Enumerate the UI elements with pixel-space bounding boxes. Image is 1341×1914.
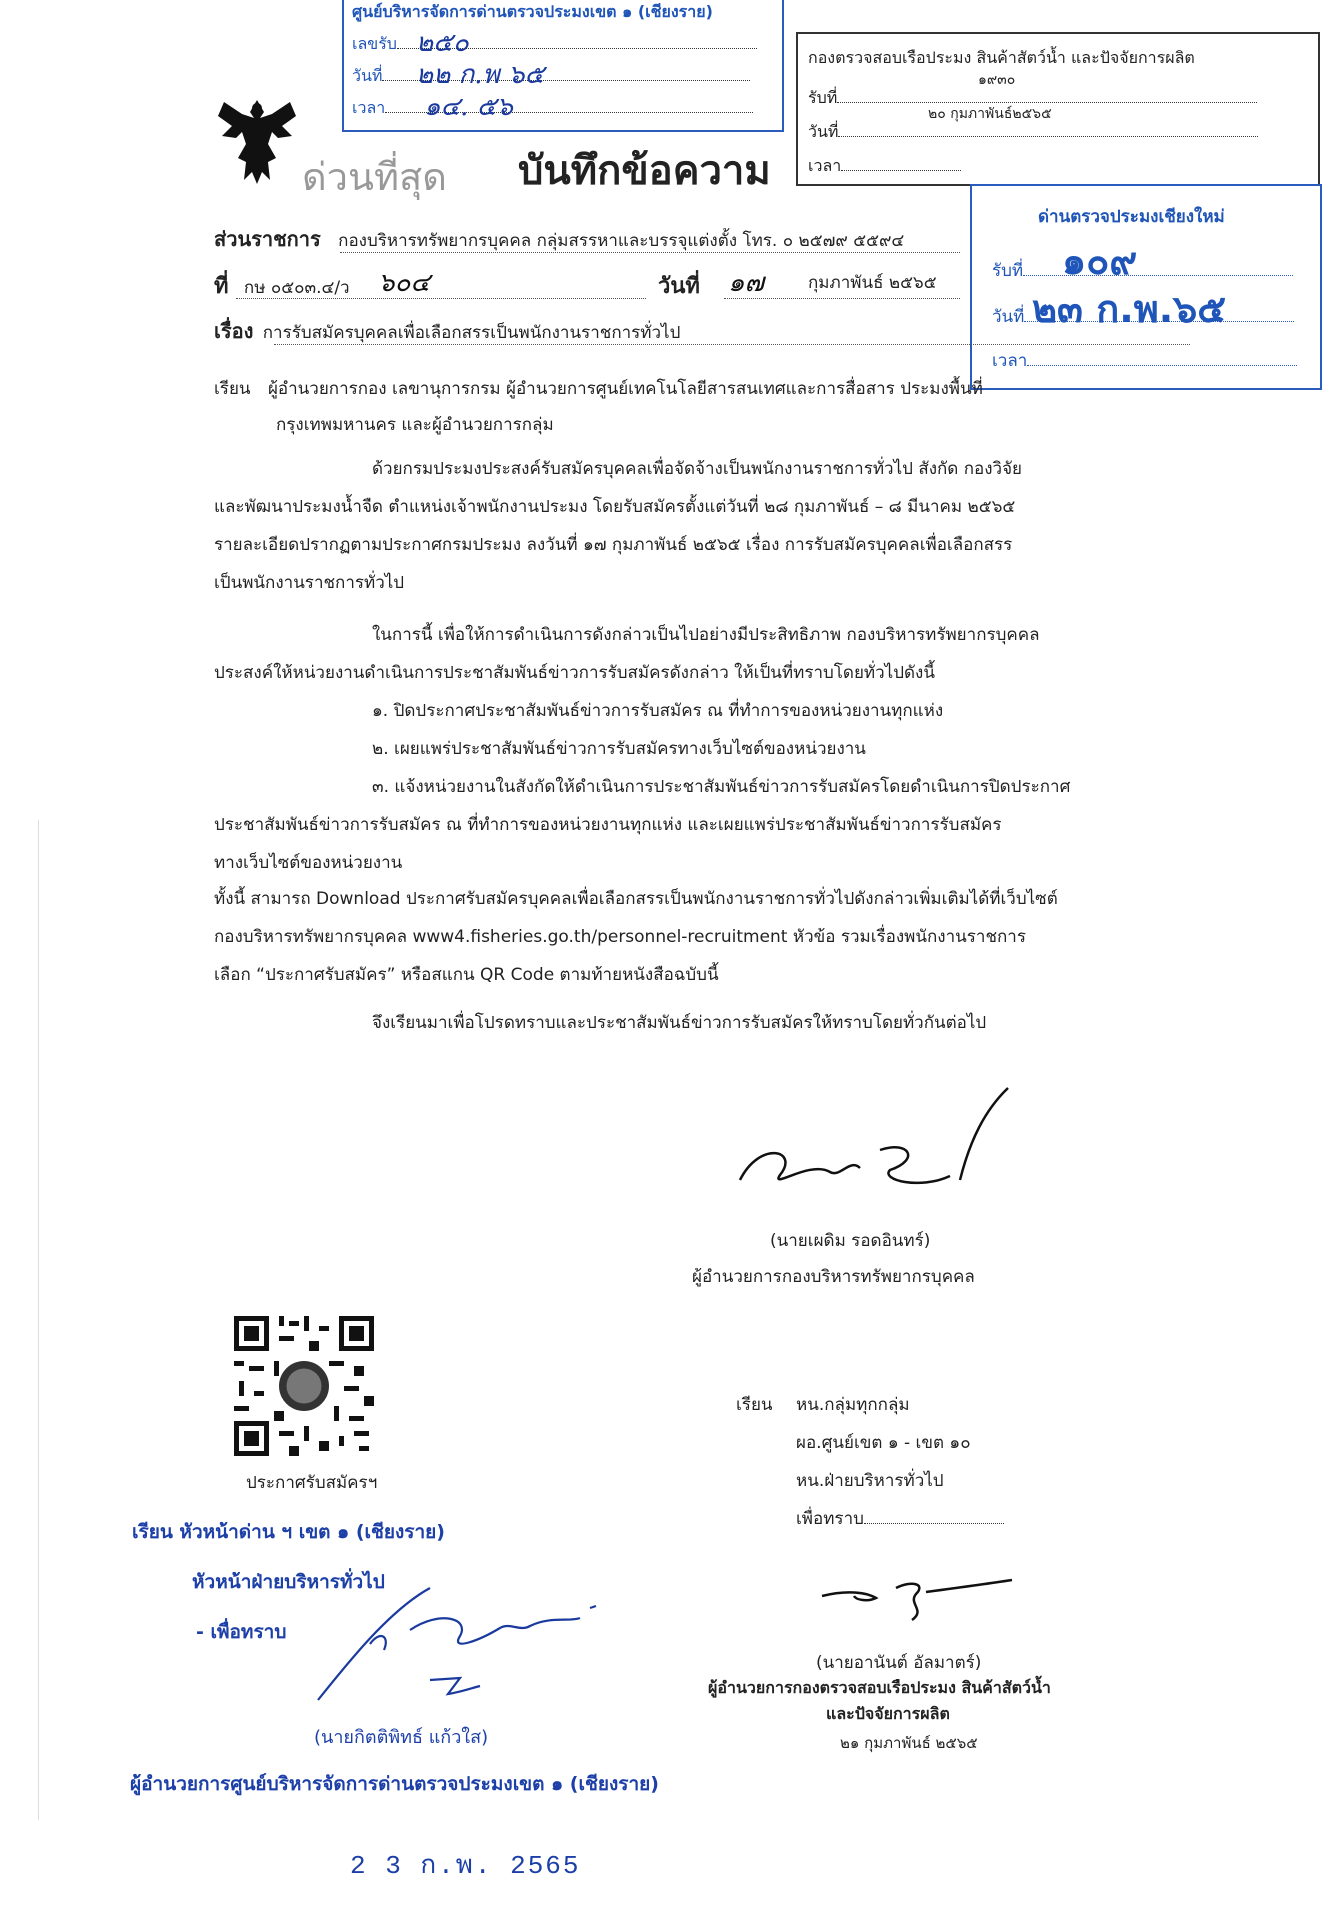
garuda-emblem-icon: [212, 92, 302, 192]
qr-code-icon: [234, 1316, 374, 1456]
scan-edge-line: [38, 820, 39, 1820]
list-item-1: ๑. ปิดประกาศประชาสัมพันธ์ข่าวการรับสมัคร ณ ที่ทำการของหน่วยงานทุกแห่ง: [372, 701, 944, 721]
date-value: กุมภาพันธ์ ๒๕๖๕: [808, 273, 937, 293]
signer-2-name: (นายอานันต์ อัลมาตร์): [816, 1653, 982, 1673]
signature-1-icon: [720, 1080, 1020, 1210]
list-item-3-line1: ๓. แจ้งหน่วยงานในสังกัดให้ดำเนินการประชาสัมพันธ์ข่าวการรับสมัครโดยดำเนินการปิดประกาศ: [372, 777, 1071, 797]
dept-row: [214, 224, 904, 255]
stamp3-date-label: วันที่: [992, 307, 1025, 327]
list-item-3-line3: ทางเว็บไซต์ของหน่วยงาน: [214, 853, 403, 873]
urgency-label: ด่วนที่สุด: [302, 155, 447, 199]
subject-row: [214, 316, 680, 347]
stamp-date-value: ๒๒ ก.พ ๖๕: [416, 60, 545, 90]
stamp3-title: ด่านตรวจประมงเชียงใหม่: [1038, 207, 1225, 227]
stamp2-no-value: ๑๙๓๐: [978, 72, 1016, 88]
para1-line2: และพัฒนาประมงน้ำจืด ตำแหน่งเจ้าพนักงานประมง โดยรับสมัครตั้งแต่วันที่ ๒๘ กุมภาพันธ์ – ๘ มีนาคม ๒๕๖๕: [214, 497, 1016, 517]
stamp2-date-label: วันที่: [808, 122, 839, 141]
routing-line3: หน.ฝ่ายบริหารทั่วไป: [796, 1471, 944, 1491]
blue-signer-name: (นายกิตติพิทธ์ แก้วใส): [314, 1727, 489, 1748]
para2-line1: ในการนี้ เพื่อให้การดำเนินการดังกล่าวเป็นไปอย่างมีประสิทธิภาพ กองบริหารทรัพยากรบุคคล: [372, 625, 1040, 645]
stamp-time-value: ๑๔. ๕๖: [424, 92, 513, 122]
blue-note-line1: เรียน หัวหน้าด่าน ฯ เขต ๑ (เชียงราย): [132, 1521, 445, 1543]
subject-value: การรับสมัครบุคคลเพื่อเลือกสรรเป็นพนักงานราชการทั่วไป: [262, 323, 681, 343]
para3-line3: เลือก “ประกาศรับสมัคร” หรือสแกน QR Code ตามท้ายหนังสือฉบับนี้: [214, 965, 719, 985]
to-row: [214, 376, 983, 402]
page-title: บันทึกข้อความ: [518, 148, 771, 194]
closing-line: จึงเรียนมาเพื่อโปรดทราบและประชาสัมพันธ์ข่าวการรับสมัครให้ทราบโดยทั่วกันต่อไป: [372, 1013, 987, 1033]
stamp3-date-value: ๒๓ ก.พ.๖๕: [1032, 287, 1227, 331]
para2-line2: ประสงค์ให้หน่วยงานดำเนินการประชาสัมพันธ์ข่าวการรับสมัครดังกล่าว ให้เป็นที่ทราบโดยทั่วไปดังนี้: [214, 663, 935, 683]
signer-1-position: ผู้อำนวยการกองบริหารทรัพยากรบุคคล: [692, 1267, 975, 1287]
stamp-time-row: [352, 96, 753, 121]
stamp3-time-row: [992, 348, 1297, 374]
blue-signature-icon: [310, 1570, 620, 1720]
stamp3-no-value: ๑๐๙: [1062, 239, 1138, 283]
blue-signer-position: ผู้อำนวยการศูนย์บริหารจัดการด่านตรวจประมงเขต ๑ (เชียงราย): [130, 1773, 659, 1795]
list-item-2: ๒. เผยแพร่ประชาสัมพันธ์ข่าวการรับสมัครทางเว็บไซต์ของหน่วยงาน: [372, 739, 866, 759]
subject-underline: [274, 344, 1190, 345]
receive-stamp-chiangrai: [342, 0, 784, 132]
subject-label: เรื่อง: [214, 319, 254, 343]
stamp-title: ศูนย์บริหารจัดการด่านตรวจประมงเขต ๑ (เชียงราย): [352, 2, 713, 21]
routing-line2: ผอ.ศูนย์เขต ๑ - เขต ๑๐: [796, 1433, 971, 1453]
stamp-date-label: วันที่: [352, 66, 383, 85]
received-date-stamp: 2 3 ก.พ. 2565: [350, 1851, 581, 1881]
receive-stamp-fisheries-inspection: [796, 32, 1320, 186]
stamp-no-label: เลขรับ: [352, 34, 397, 53]
para1-line3: รายละเอียดปรากฏตามประกาศกรมประมง ลงวันที่ ๑๗ กุมภาพันธ์ ๒๕๖๕ เรื่อง การรับสมัครบุคคลเพื่อเลือกสรร: [214, 535, 1013, 555]
date-handwritten: ๑๗: [728, 268, 765, 298]
ref-value: กษ ๐๕๐๓.๔/ว: [243, 278, 350, 298]
stamp2-time-row: [808, 154, 961, 179]
ref-handwritten: ๖๐๔: [378, 268, 431, 298]
para3-line2: กองบริหารทรัพยากรบุคคล www4.fisheries.go.th/personnel-recruitment หัวข้อ รวมเรื่องพนักงานราชการ: [214, 927, 1026, 947]
para3-line1: ทั้งนี้ สามารถ Download ประกาศรับสมัครบุคคลเพื่อเลือกสรรเป็นพนักงานราชการทั่วไปดังกล่าวเพิ่มเติมได้ที่เว็บไซต์: [214, 889, 1058, 909]
to-line1: ผู้อำนวยการกอง เลขานุการกรม ผู้อำนวยการศูนย์เทคโนโลยีสารสนเทศและการสื่อสาร ประมงพื้นที่: [267, 379, 983, 399]
list-item-3-line2: ประชาสัมพันธ์ข่าวการรับสมัคร ณ ที่ทำการของหน่วยงานทุกแห่ง และเผยแพร่ประชาสัมพันธ์ข่าวการรับสมัคร: [214, 815, 1002, 835]
blue-note-line3: - เพื่อทราบ: [196, 1621, 287, 1643]
routing-label: เรียน: [736, 1395, 773, 1415]
stamp2-date-row: [808, 120, 1258, 145]
signature-2-icon: [816, 1570, 1016, 1630]
to-line2: กรุงเทพมหานคร และผู้อำนวยการกลุ่ม: [276, 415, 554, 435]
qr-caption: ประกาศรับสมัครฯ: [246, 1473, 378, 1493]
date-row: [658, 270, 700, 304]
dept-underline: [340, 252, 960, 253]
stamp-date-row: [352, 64, 750, 89]
stamp2-time-label: เวลา: [808, 156, 842, 175]
receive-stamp-chiangmai: [970, 184, 1322, 390]
routing-line4-row: [796, 1506, 1004, 1532]
signer-2-position-l1: ผู้อำนวยการกองตรวจสอบเรือประมง สินค้าสัตว์น้ำ: [708, 1678, 1051, 1697]
signer-1-name: (นายเผดิม รอดอินทร์): [770, 1231, 931, 1251]
blue-note-line2: หัวหน้าฝ่ายบริหารทั่วไป: [192, 1571, 385, 1593]
stamp-time-label: เวลา: [352, 98, 386, 117]
signer-2-position-l2: และปัจจัยการผลิต: [826, 1704, 950, 1723]
stamp2-no-label: รับที่: [808, 88, 838, 107]
routing-line1: หน.กลุ่มทุกกลุ่ม: [796, 1395, 910, 1415]
stamp-no-value: ๒๕๐: [416, 28, 469, 58]
ref-underline: [236, 298, 646, 299]
date-underline: [724, 298, 960, 299]
stamp3-time-label: เวลา: [992, 351, 1028, 371]
routing-line4: เพื่อทราบ: [796, 1509, 864, 1529]
stamp-no-row: [352, 32, 757, 57]
signer-2-date: ๒๑ กุมภาพันธ์ ๒๕๖๕: [840, 1734, 978, 1752]
to-label: เรียน: [214, 379, 251, 399]
stamp3-no-label: รับที่: [992, 261, 1024, 281]
dept-label: ส่วนราชการ: [214, 227, 321, 251]
date-label: วันที่: [658, 274, 700, 299]
para1-line4: เป็นพนักงานราชการทั่วไป: [214, 573, 405, 593]
stamp2-title: กองตรวจสอบเรือประมง สินค้าสัตว์น้ำ และปัจจัยการผลิต: [808, 48, 1195, 67]
dept-value: กองบริหารทรัพยากรบุคคล กลุ่มสรรหาและบรรจุแต่งตั้ง โทร. ๐ ๒๕๗๙ ๕๕๙๔: [338, 231, 905, 251]
para1-line1: ด้วยกรมประมงประสงค์รับสมัครบุคคลเพื่อจัดจ้างเป็นพนักงานราชการทั่วไป สังกัด กองวิจัย: [372, 459, 1023, 479]
ref-label: ที่: [214, 274, 229, 299]
stamp2-date-value: ๒๐ กุมภาพันธ์๒๕๖๕: [928, 106, 1052, 122]
